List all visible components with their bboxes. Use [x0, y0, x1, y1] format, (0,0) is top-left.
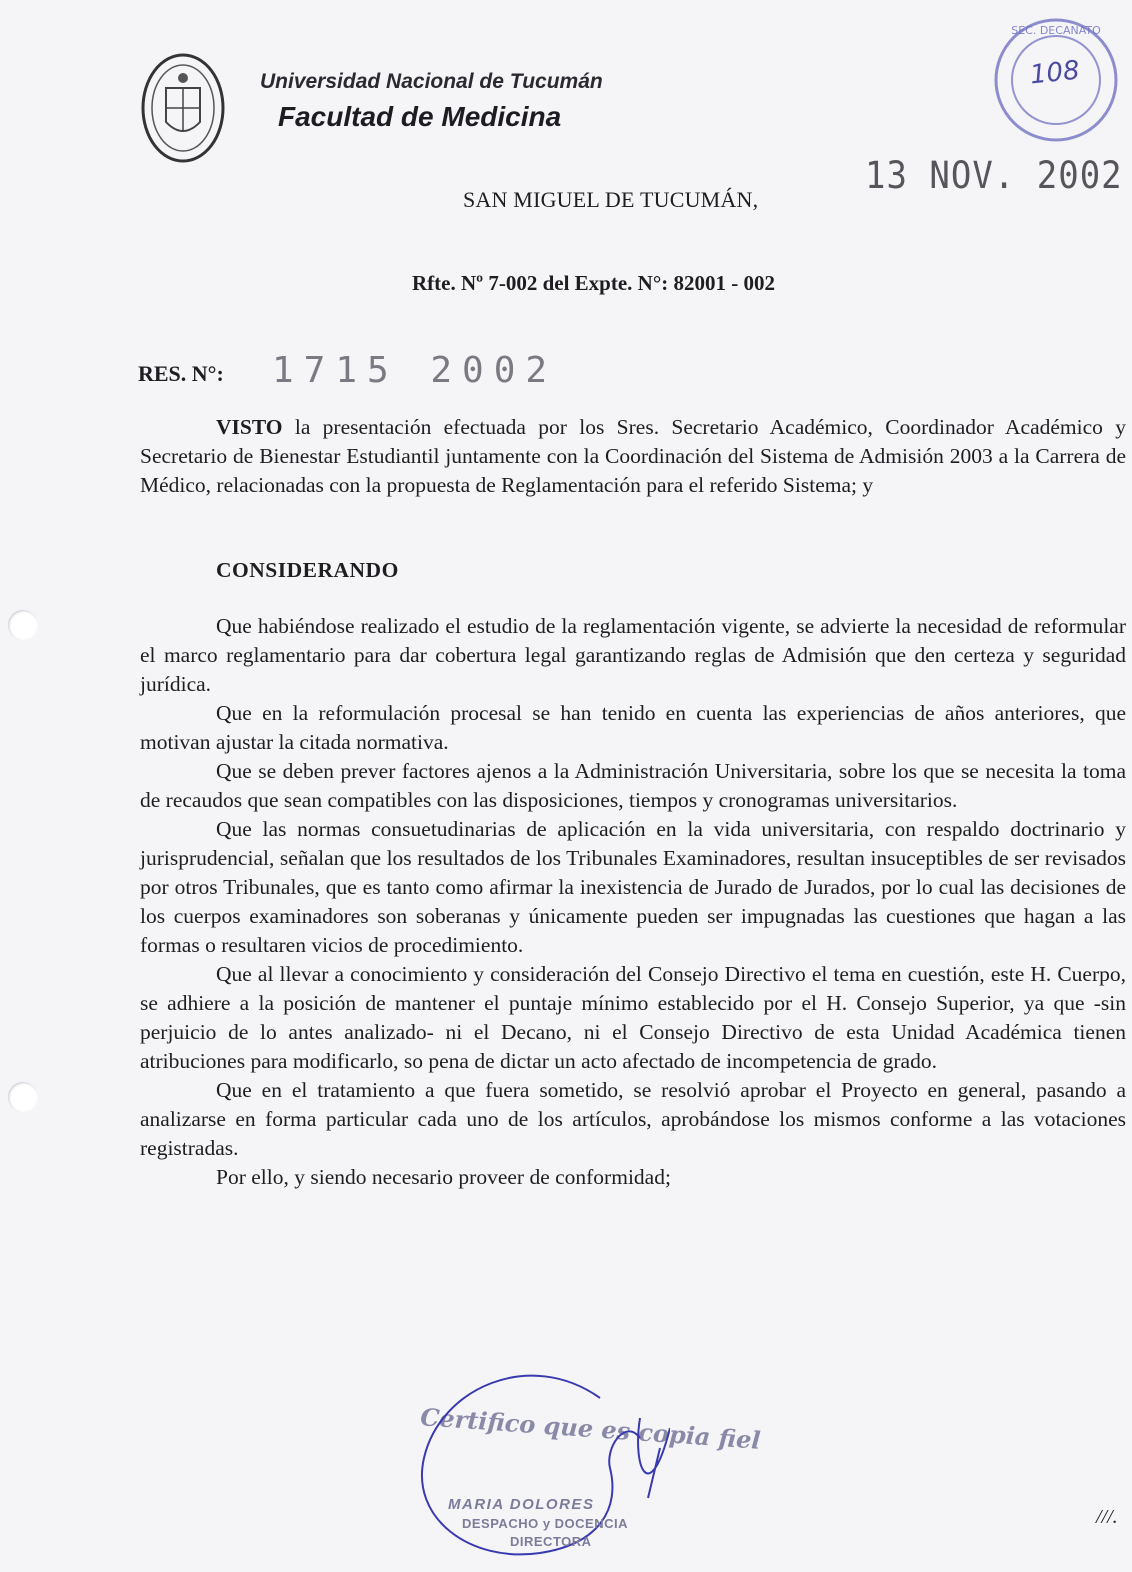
considerandos-block [140, 612, 1126, 1192]
punch-hole [8, 610, 38, 640]
certification-text: Certifico que es copia fiel [419, 1402, 762, 1455]
faculty-name: Facultad de Medicina [278, 101, 562, 132]
institution-name: Universidad Nacional de Tucumán [260, 70, 603, 93]
resolution-label: RES. N°: [138, 361, 224, 386]
file-reference: Rfte. Nº 7-002 del Expte. N°: 82001 - 002 [412, 271, 775, 295]
considerando-paragraph: Que se deben prever factores ajenos a la Administración Universitaria, sobre los que se necesita la toma de recaudos que sean compatibles con las disposiciones, tiempos y cronogramas universitarios. [140, 759, 1126, 812]
place-line: SAN MIGUEL DE TUCUMÁN, [463, 187, 759, 212]
university-seal-icon [140, 52, 226, 164]
signatory-office: DESPACHO y DOCENCIA [462, 1516, 629, 1531]
stamp-number: 108 [1028, 55, 1082, 91]
considerando-heading: CONSIDERANDO [216, 558, 399, 582]
resolution-number: 1715 2002 [272, 350, 558, 391]
punch-hole [8, 1082, 38, 1112]
signatory-role: DIRECTORA [510, 1534, 592, 1549]
considerando-paragraph: Que al llevar a conocimiento y consideración del Consejo Directivo el tema en cuestión, este H. Cuerpo, se adhiere a la posición de mantener el puntaje mínimo establecido por el H. Consejo Superior, ya que -sin perjuicio de lo antes analizado- ni el Decano, ni el Consejo Directivo de esta Unidad Académica tienen atribuciones para modificarlo, so pena de dictar un acto afectado de incompetencia de grado. [140, 962, 1126, 1073]
considerando-paragraph: Que en la reformulación procesal se han tenido en cuenta las experiencias de años anteriores, que motivan ajustar la citada normativa. [140, 701, 1126, 754]
visto-paragraph [140, 413, 1126, 500]
continuation-mark: ///. [1096, 1506, 1118, 1528]
visto-text: la presentación efectuada por los Sres. Secretario Académico, Coordinador Académico y Secretario de Bienestar Estudiantil juntamente con la Coordinación del Sistema de Admisión 2003 a la Carrera de Médico, relacionadas con la propuesta de Reglamentación para el referido Sistema; y [140, 415, 1126, 497]
considerando-paragraph: Que en el tratamiento a que fuera sometido, se resolvió aprobar el Proyecto en general, pasando a analizarse en forma particular cada uno de los artículos, aprobándose los mismos conforme a las votaciones registradas. [140, 1078, 1126, 1160]
considerando-paragraph: Por ello, y siendo necesario proveer de conformidad; [216, 1165, 671, 1189]
considerando-paragraph: Que habiéndose realizado el estudio de la reglamentación vigente, se advierte la necesidad de reformular el marco reglamentario para dar cobertura legal garantizando reglas de Admisión que den certeza y seguridad jurídica. [140, 614, 1126, 696]
stamp-ring-text: SEC. DECANATO [1011, 24, 1101, 37]
date-stamp: 13 NOV. 2002 [865, 154, 1123, 198]
considerando-paragraph: Que las normas consuetudinarias de aplicación en la vida universitaria, con respaldo doctrinario y jurisprudencial, señalan que los resultados de los Tribunales Examinadores, resultan insuceptibles de ser revisados por otros Tribunales, que es tanto como afirmar la inexistencia de Jurado de Jurados, por lo cual las decisiones de los cuerpos examinadores son soberanas y únicamente pueden ser impugnadas las cuestiones que hagan a las formas o resultaren vicios de procedimiento. [140, 817, 1126, 957]
signatory-name: MARIA DOLORES [448, 1496, 595, 1513]
visto-keyword: VISTO [216, 415, 283, 439]
